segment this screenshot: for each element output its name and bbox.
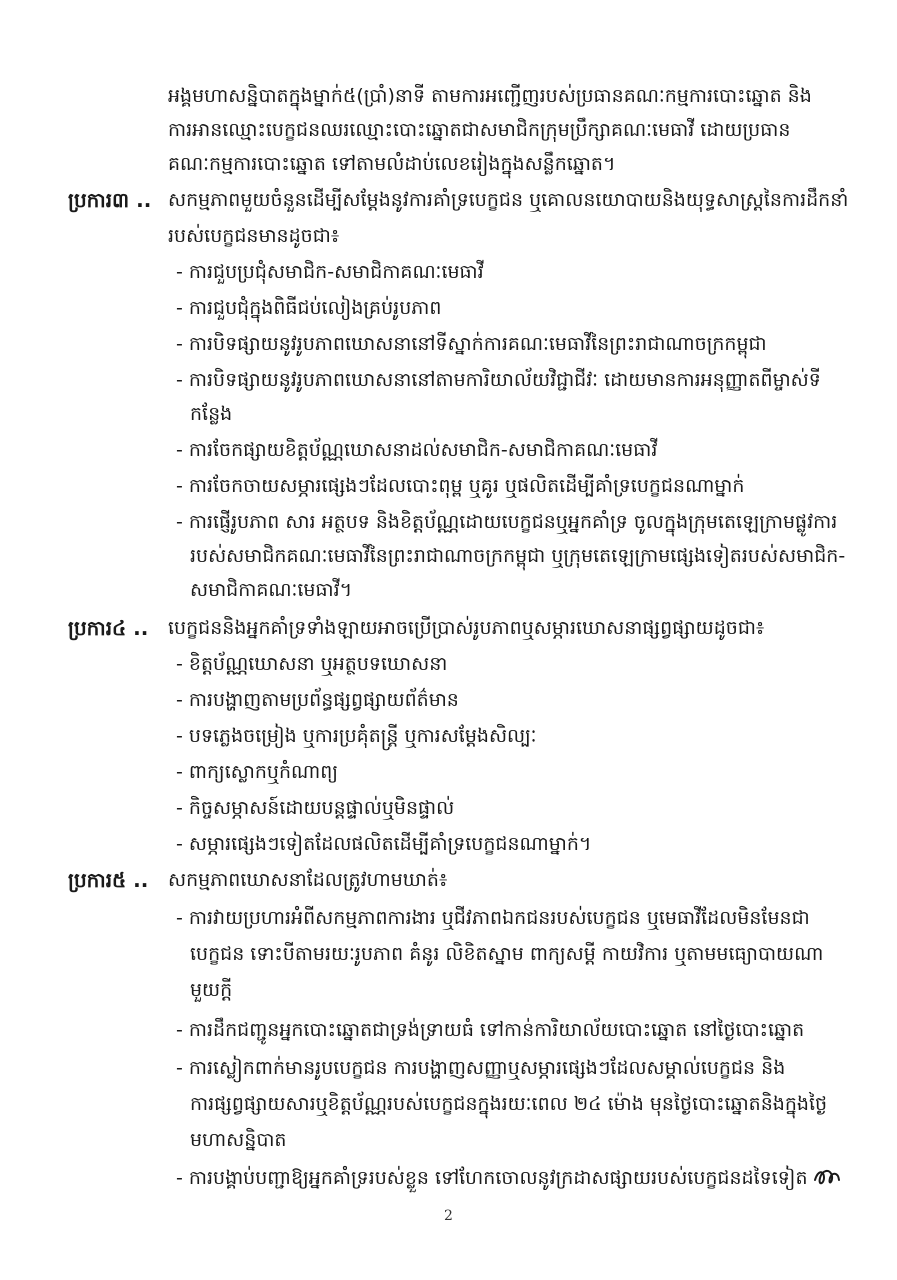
list-item-continuation: មហាសន្និបាត <box>190 1129 287 1151</box>
list-item: - ការចែកចាយសម្ភារផ្សេងៗដែលបោះពុម្ព ឬគូរ ឬផលិតដើម្បីគាំទ្របេក្ខជនណាម្នាក់ <box>176 475 745 497</box>
article-3-line-2: របស់បេក្ខជនមានដូចជា៖ <box>168 225 340 247</box>
article-4-heading <box>68 614 148 643</box>
intro-line-1: អង្គមហាសន្និបាតក្នុងម្នាក់៥(ប្រាំ)នាទី តាមការអញ្ជើញរបស់ប្រធានគណៈកម្មការបោះឆ្នោត និង <box>168 85 812 107</box>
list-item: - ការបិទផ្សាយនូវរូបភាពឃោសនានៅតាមការិយាល័យវិជ្ជាជីវៈ ដោយមានការអនុញ្ញាតពីម្ចាស់ទី <box>176 369 821 391</box>
list-item: - ការបង្ហាញតាមប្រព័ន្ធផ្សព្វផ្សាយព័ត៌មាន <box>176 689 459 711</box>
article-3-label: ប្រការ៣ .. <box>68 188 152 212</box>
article-3-heading <box>68 186 151 215</box>
article-4-line-1: បេក្ខជននិងអ្នកគាំទ្រទាំងឡាយអាចប្រើប្រាស់រូបភាពឬសម្ភារឃោសនាផ្សព្វផ្សាយដូចជា៖ <box>168 617 765 639</box>
list-item-continuation: កន្លែង <box>190 403 233 425</box>
list-item: - ការបិទផ្សាយនូវរូបភាពឃោសនានៅទីស្នាក់ការគណៈមេធាវីនៃព្រះរាជាណាចក្រកម្ពុជា <box>176 333 767 355</box>
list-item: - ខិត្តប័ណ្ណឃោសនា ឬអត្ថបទឃោសនា <box>176 653 448 675</box>
page-number: 2 <box>444 1208 453 1224</box>
intro-line-2: ការអានឈ្មោះបេក្ខជនឈរឈ្មោះបោះឆ្នោតជាសមាជិកក្រុមប្រឹក្សាគណៈមេធាវី ដោយប្រធាន <box>168 119 791 141</box>
list-item: - ការបង្គាប់បញ្ជាឱ្យអ្នកគាំទ្ររបស់ខ្លួន ទៅហែកចោលនូវក្រដាសផ្សាយរបស់បេក្ខជនដទៃទៀត <box>176 1167 808 1189</box>
list-item: - បទភ្លេងចម្រៀង ឬការប្រគុំតន្ត្រី ឬការសម្ដែងសិល្បៈ <box>176 725 537 747</box>
list-item-continuation: របស់សមាជិកគណៈមេធាវីនៃព្រះរាជាណាចក្រកម្ពុជា ឬក្រុមតេឡេក្រាមផ្សេងទៀតរបស់សមាជិក- <box>190 545 846 567</box>
list-item-continuation: បេក្ខជន ទោះបីតាមរយៈរូបភាព គំនូរ លិខិតស្នាម ពាក្យសម្ដី កាយវិការ ឬតាមមធ្យោបាយណា <box>190 943 824 965</box>
list-item: - សម្ភារផ្សេងៗទៀតដែលផលិតដើម្បីគាំទ្របេក្ខជនណាម្នាក់។ <box>176 833 592 855</box>
article-5-line-1: សកម្មភាពឃោសនាដែលត្រូវហាមឃាត់៖ <box>168 869 448 891</box>
list-item: - កិច្ចសម្ភាសន៍ដោយបន្តផ្ទាល់ឬមិនផ្ទាល់ <box>176 797 455 819</box>
article-5-label: ប្រការ៥ .. <box>68 868 149 892</box>
intro-line-3: គណៈកម្មការបោះឆ្នោត ទៅតាមលំដាប់លេខរៀងក្នុងសន្លឹកឆ្នោត។ <box>168 153 616 175</box>
list-item: - ការជួបជុំក្នុងពិធីជប់លៀងគ្រប់រូបភាព <box>176 297 442 319</box>
list-item: - ការចែកផ្សាយខិត្តប័ណ្ណឃោសនាដល់សមាជិក-សមាជិកាគណៈមេធាវី <box>176 439 658 461</box>
list-item-continuation: មួយក្ដី <box>190 979 233 1001</box>
list-item-continuation: ការផ្សព្វផ្សាយសារឬខិត្តប័ណ្ណរបស់បេក្ខជនក្នុងរយៈពេល ២៤ ម៉ោង មុនថ្ងៃបោះឆ្នោតនិងក្នុងថ្ងៃ <box>190 1093 828 1115</box>
list-item: - ពាក្យស្លោកឬកំណាព្យ <box>176 761 338 783</box>
list-item: - ការដឹកជញ្ជូនអ្នកបោះឆ្នោតជាទ្រង់ទ្រាយធំ ទៅកាន់ការិយាល័យបោះឆ្នោត នៅថ្ងៃបោះឆ្នោត <box>176 1019 805 1041</box>
list-item-continuation: សមាជិកាគណៈមេធាវី។ <box>190 579 353 601</box>
list-item: - ការផ្ញើរូបភាព សារ អត្ថបទ និងខិត្តប័ណ្ណដោយបេក្ខជនឬអ្នកគាំទ្រ ចូលក្នុងក្រុមតេឡេក្រាមផ្លូវការ <box>176 511 838 533</box>
list-item: - ការស្លៀកពាក់មានរូបបេក្ខជន ការបង្ហាញសញ្ញាឬសម្ភារផ្សេងៗដែលសម្គាល់បេក្ខជន និង <box>176 1057 786 1079</box>
list-item: - ការវាយប្រហារអំពីសកម្មភាពការងារ ឬជីវភាពឯកជនរបស់បេក្ខជន ឬមេធាវីដែលមិនមែនជា <box>176 907 810 929</box>
signature-initial-icon <box>812 1164 842 1190</box>
article-4-label: ប្រការ៤ .. <box>68 616 149 640</box>
article-5-heading <box>68 866 148 895</box>
list-item: - ការជួបប្រជុំសមាជិក-សមាជិកាគណៈមេធាវី <box>176 261 484 283</box>
article-3-line-1: សកម្មភាពមួយចំនួនដើម្បីសម្ដែងនូវការគាំទ្របេក្ខជន ឬគោលនយោបាយនិងយុទ្ធសាស្ត្រនៃការដឹកនាំ <box>168 189 849 211</box>
